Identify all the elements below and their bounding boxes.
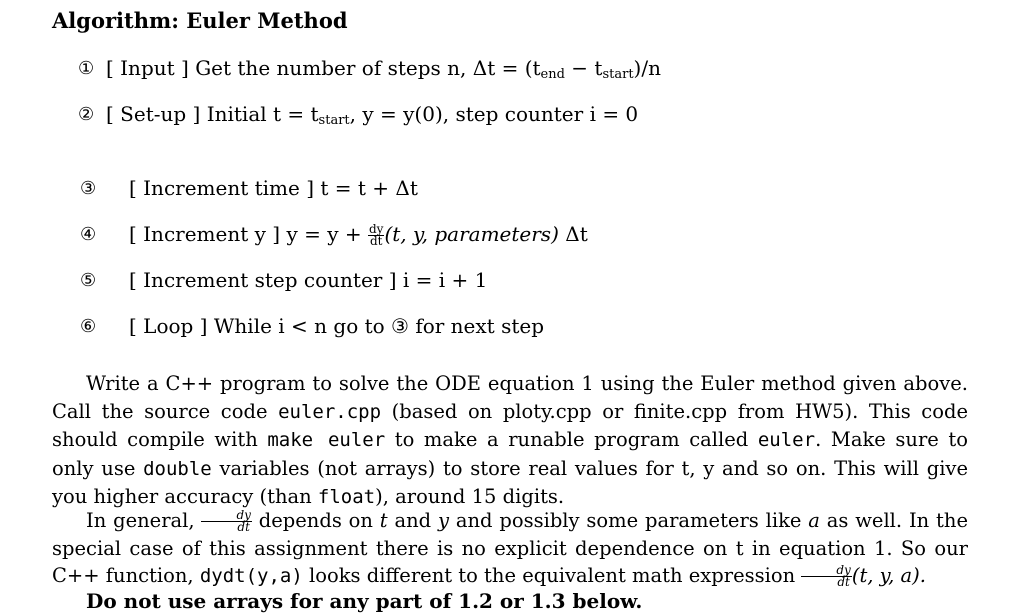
para2-derivative-2: [801, 565, 851, 588]
code-euler-cpp: euler.cpp: [278, 400, 382, 423]
step-4-frac-top: dy: [368, 222, 384, 236]
para2-text-f: looks different to the equivalent math expression: [302, 564, 802, 587]
para2-frac-top: dy: [201, 510, 251, 522]
paragraph-2: [52, 507, 968, 591]
code-double: double: [143, 457, 212, 480]
step-1-sub-start: start: [602, 67, 634, 82]
para2-frac2-bot: dt: [837, 575, 850, 589]
step-6: [129, 314, 544, 338]
no-arrays-notice: Do not use arrays for any part of 1.2 or 1.3 below.: [86, 589, 643, 613]
step-4-text: y = y +: [286, 222, 368, 246]
step-1-text: Get the number of steps n, Δt = (t: [195, 56, 541, 80]
para2-text-g: (t, y, a).: [851, 564, 926, 587]
para2-frac-bot: dt: [237, 520, 250, 534]
step-3-text: t = t + Δt: [320, 176, 418, 200]
step-1-text-c: )/n: [633, 56, 661, 80]
step-number-3: ③: [80, 178, 97, 199]
step-4: [129, 222, 588, 247]
step-number-5: ⑤: [80, 270, 97, 291]
para2-text-e: as well. In the special case of this assignment there is no explicit dependence on t in equation 1. So our C++ function,: [52, 509, 968, 587]
paragraph-1: [52, 370, 968, 512]
step-1-tag: [ Input ]: [106, 56, 189, 80]
code-float: float: [317, 486, 376, 508]
para1-text-b: (based on ploty.cpp or finite.cpp from HW5). This code should compile with: [52, 399, 968, 451]
para2-text-d: and possibly some parameters like: [449, 509, 809, 532]
step-3-tag: [ Increment time ]: [129, 176, 315, 200]
para1-text-a: Write a C++ program to solve the ODE equation 1 using the Euler method given above. Call the source code: [52, 372, 968, 423]
step-4-tag: [ Increment y ]: [129, 222, 281, 246]
step-5-tag: [ Increment step counter ]: [129, 268, 397, 292]
para1-text-e: variables (not arrays) to store real values for t, y and so on. This will give you higher accuracy (than: [52, 456, 968, 508]
para2-var-y: y: [437, 509, 450, 532]
step-2-sub-start: start: [318, 113, 350, 128]
para2-var-t: t: [379, 509, 388, 532]
para1-text-d: . Make sure to only use: [52, 428, 969, 480]
code-dydt: dydt(y,a): [199, 565, 303, 587]
step-1-text-b: − t: [564, 56, 603, 80]
step-5: [129, 268, 487, 292]
step-1: [106, 56, 661, 82]
para2-derivative: [201, 510, 251, 533]
para2-var-a: a: [808, 509, 820, 532]
step-number-4: ④: [80, 224, 97, 245]
para2-text-c: and: [387, 509, 438, 532]
code-make-euler: make euler: [267, 429, 386, 451]
step-number-6: ⑥: [80, 316, 97, 337]
para1-text-f: ), around 15 digits.: [375, 485, 565, 508]
para2-frac2-top: dy: [801, 565, 851, 577]
para1-text-c: to make a runable program called: [385, 428, 758, 451]
step-3: [129, 176, 418, 200]
step-4-args: (t, y, parameters): [384, 222, 559, 246]
step-6-tag: [ Loop ]: [129, 314, 208, 338]
para2-text-a: In general,: [86, 509, 202, 532]
algorithm-title: Algorithm: Euler Method: [52, 8, 348, 33]
step-number-2: ②: [78, 104, 95, 125]
code-euler: euler: [757, 429, 816, 451]
step-4-text-b: Δt: [558, 222, 588, 246]
step-1-sub-end: end: [540, 67, 565, 82]
step-2-text: Initial t = t: [206, 102, 319, 126]
para2-text-b: depends on: [251, 509, 380, 532]
step-2: [106, 102, 638, 128]
step-4-derivative: [368, 224, 384, 247]
step-2-text-b: , y = y(0), step counter i = 0: [349, 102, 639, 126]
step-6-text: While i < n go to ③ for next step: [213, 314, 545, 338]
step-5-text: i = i + 1: [402, 268, 488, 292]
step-4-frac-bot: dt: [369, 234, 383, 248]
step-2-tag: [ Set-up ]: [106, 102, 201, 126]
step-number-1: ①: [78, 58, 95, 79]
